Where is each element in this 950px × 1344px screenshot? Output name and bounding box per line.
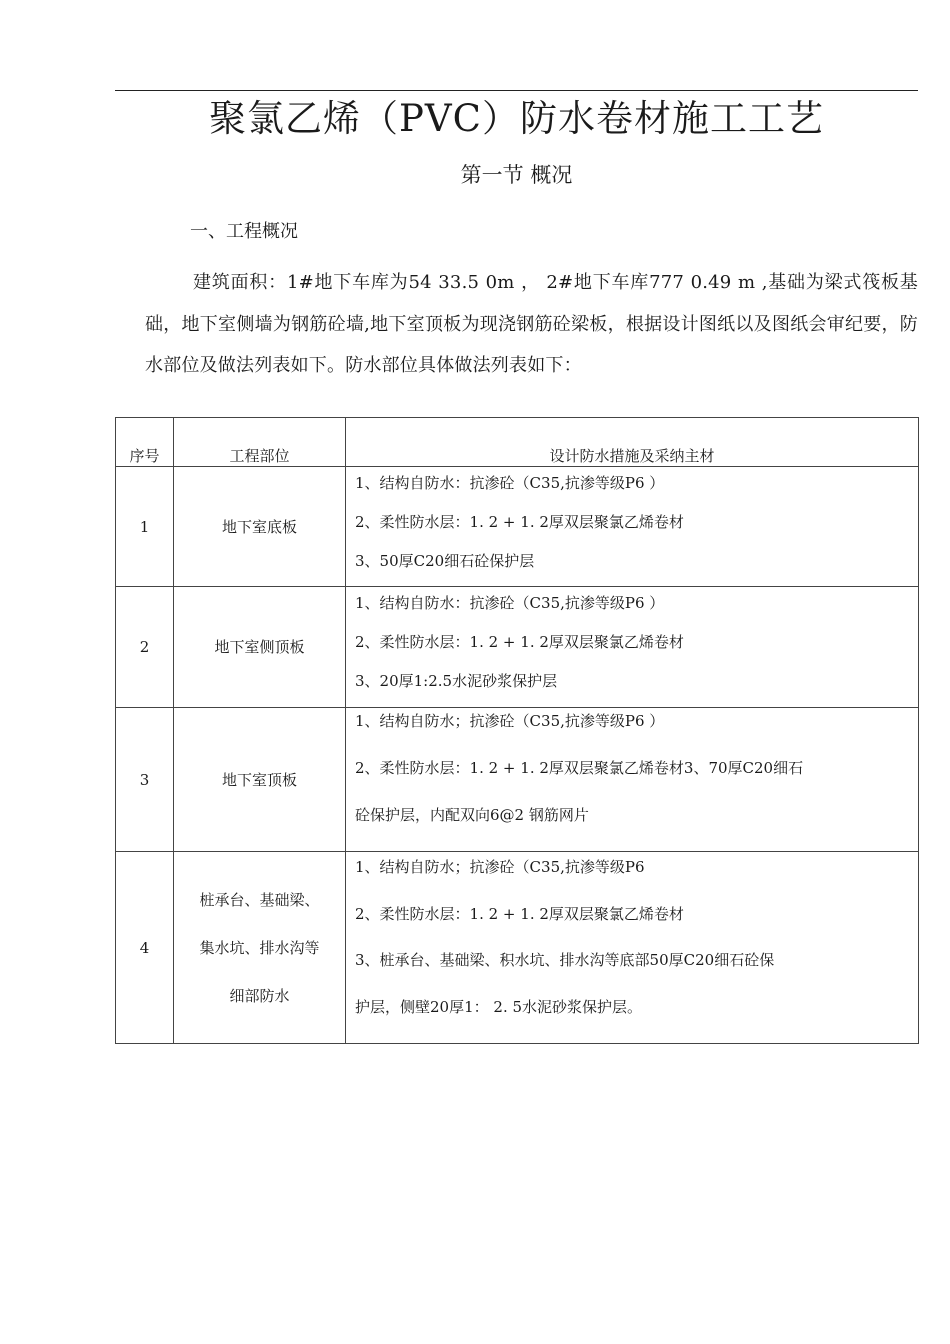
row-measures: [346, 467, 919, 587]
measure-line: 1、结构自防水：抗渗砼（C35,抗渗等级P6 ）: [355, 594, 665, 612]
header-no: 序号: [116, 418, 174, 467]
part-line: 细部防水: [229, 986, 290, 1005]
row-part: [174, 852, 346, 1044]
table-row: [116, 852, 919, 1044]
measure-line: 砼保护层，内配双向6@2 钢筋网片: [355, 806, 589, 824]
table-header-row: [116, 418, 919, 467]
table-row: [116, 587, 919, 708]
overview-paragraph: 建筑面积：1#地下车库为54 33.5 0m ， 2#地下车库777 0.49 m ,基础为梁式筏板基础，地下室侧墙为钢筋砼墙,地下室顶板为现浇钢筋砼梁板，根据设计图纸以及图纸会审纪要，防水部位及做法列表如下。防水部位具体做法列表如下：: [145, 272, 918, 376]
measure-line: 1、结构自防水：抗渗砼（C35,抗渗等级P6 ）: [355, 474, 665, 492]
row-number: 4: [116, 852, 174, 1044]
measure-line: 3、50厚C20细石砼保护层: [355, 552, 535, 570]
row-part: 地下室侧顶板: [174, 587, 346, 708]
section-title: 第一节 概况: [460, 163, 573, 187]
measure-line: 2、柔性防水层：1. 2 + 1. 2厚双层聚氯乙烯卷材: [355, 904, 684, 923]
row-measures: [346, 852, 919, 1044]
measure-line: 1、结构自防水；抗渗砼（C35,抗渗等级P6: [355, 858, 645, 876]
measure-line: 2、柔性防水层：1. 2 + 1. 2厚双层聚氯乙烯卷材3、70厚C20细石: [355, 759, 804, 777]
header-part: 工程部位: [174, 418, 346, 467]
measure-line: 2、柔性防水层：1. 2 + 1. 2厚双层聚氯乙烯卷材: [355, 513, 684, 531]
row-measures: [346, 708, 919, 852]
sub-heading: 一、工程概况: [190, 221, 298, 242]
table-row: [116, 467, 919, 587]
row-measures: [346, 587, 919, 708]
part-line: 集水坑、排水沟等: [199, 938, 320, 957]
table-row: [116, 708, 919, 852]
row-part: 地下室底板: [174, 467, 346, 587]
document-title: 聚氯乙烯（PVC）防水卷材施工工艺: [209, 97, 824, 140]
row-number: 2: [116, 587, 174, 708]
row-number: 3: [116, 708, 174, 852]
measure-line: 3、桩承台、基础梁、积水坑、排水沟等底部50厚C20细石砼保: [355, 951, 775, 969]
header-rule: [115, 90, 918, 91]
measure-line: 1、结构自防水；抗渗砼（C35,抗渗等级P6 ）: [355, 712, 665, 730]
measure-line: 2、柔性防水层：1. 2 + 1. 2厚双层聚氯乙烯卷材: [355, 633, 684, 651]
header-measures: 设计防水措施及采纳主材: [346, 418, 919, 467]
measure-line: 护层，侧壁20厚1： 2. 5水泥砂浆保护层。: [355, 997, 643, 1016]
row-number: 1: [116, 467, 174, 587]
row-part: 地下室顶板: [174, 708, 346, 852]
waterproofing-table: [115, 417, 919, 1044]
part-line: 桩承台、基础梁、: [199, 890, 320, 909]
measure-line: 3、20厚1:2.5水泥砂浆保护层: [355, 672, 558, 690]
